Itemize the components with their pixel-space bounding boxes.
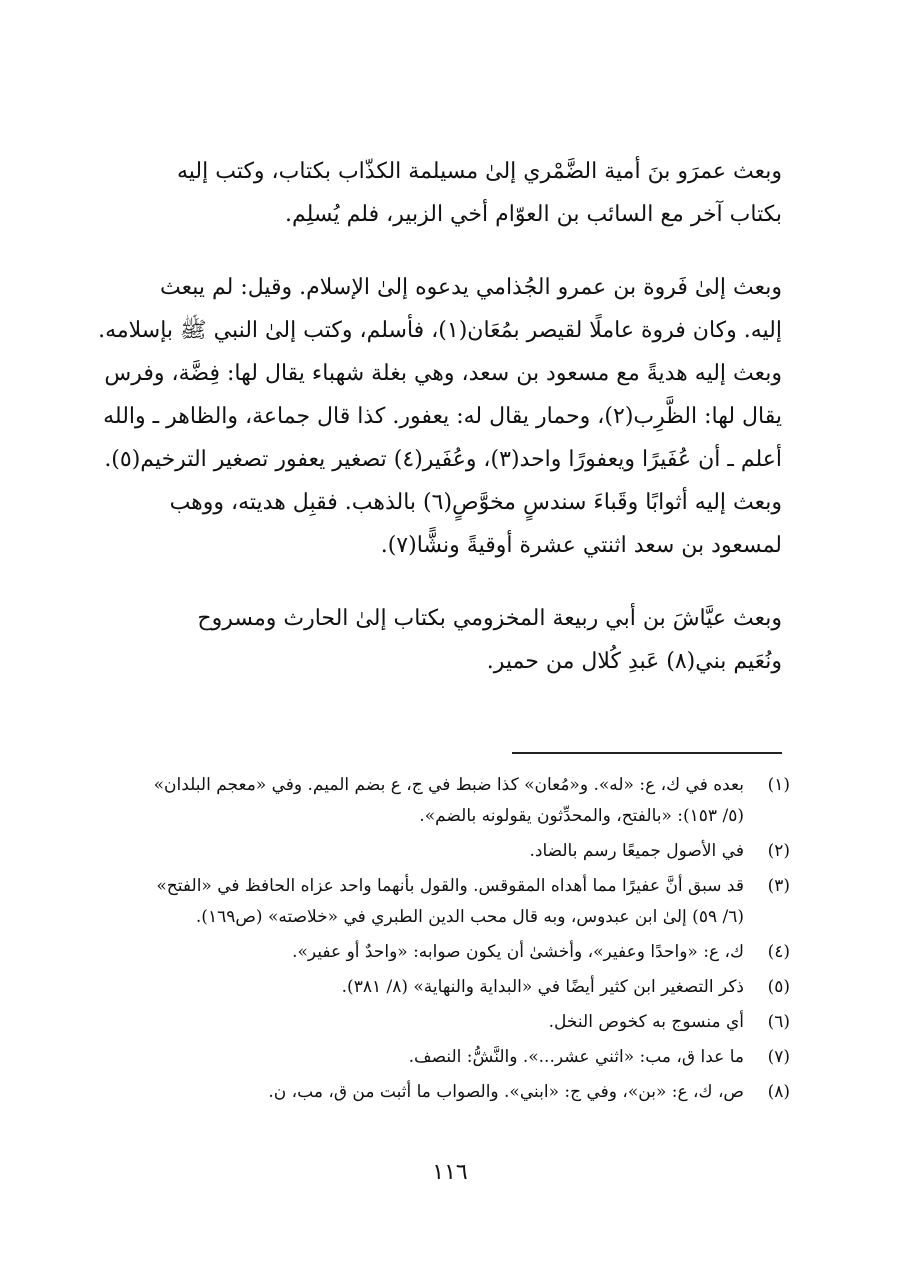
text-line: أعلم ـ أن عُفَيرًا ويعفورًا واحد(٣)، وعُفَير(٤) تصغير يعفور تصغير الترخيم(٥). <box>104 447 782 472</box>
footnote-line: في الأصول جميعًا رسم بالضاد. <box>529 841 744 861</box>
page-number: ١١٦ <box>432 1160 468 1185</box>
footnote-number: (٦) <box>767 1012 790 1032</box>
footnote-line: بعده في ك، ع: «له». و«مُعان» كذا ضبط في ج، ع بضم الميم. وفي «معجم البلدان» <box>153 775 744 795</box>
text-line: ونُعَيم بني(٨) عَبدِ كُلال من حمير. <box>486 649 782 674</box>
footnote-line: ذكر التصغير ابن كثير أيضًا في «البداية والنهاية» (٨/ ٣٨١). <box>341 977 744 997</box>
text-line: وبعث إلىٰ فَروة بن عمرو الجُذامي يدعوه إلىٰ الإسلام. وقيل: لم يبعث <box>160 275 782 300</box>
footnote-text <box>118 1077 744 1108</box>
footnote-line: (٥/ ١٥٣): «بالفتح، والمحدِّثون يقولونه بالضم». <box>419 806 744 826</box>
text-line: وبعث عيَّاشَ بن أبي ربيعة المخزومي بكتاب إلىٰ الحارث ومسروح <box>197 606 782 631</box>
main-text <box>98 150 782 713</box>
footnote-text <box>118 1042 744 1073</box>
footnote-3 <box>118 871 790 933</box>
footnote-text <box>118 937 744 968</box>
footnote-line: (٦/ ٥٩) إلىٰ ابن عبدوس، وبه قال محب الدين الطبري في «خلاصته» (ص١٦٩). <box>195 907 744 927</box>
footnote-text <box>118 770 744 832</box>
footnote-1 <box>118 770 790 832</box>
text-line: إليه. وكان فروة عاملًا لقيصر بمُعَان(١)، فأسلم، وكتب إلىٰ النبي ﷺ بإسلامه. <box>98 318 782 343</box>
text-line: بكتاب آخر مع السائب بن العوّام أخي الزبير، فلم يُسلِم. <box>285 202 782 227</box>
footnote-7 <box>118 1042 790 1073</box>
footnote-number: (٧) <box>767 1047 790 1067</box>
paragraph-farwa <box>98 266 782 567</box>
text-line: يقال لها: الظَّرِب(٢)، وحمار يقال له: يعفور. كذا قال جماعة، والظاهر ـ والله <box>103 404 782 429</box>
text-line: وبعث إليه أثوابًا وقَباءَ سندسٍ مخوَّصٍ(٦) بالذهب. فقبِل هديته، ووهب <box>169 490 782 515</box>
footnote-text <box>118 836 744 867</box>
footnote-line: أي منسوج به كخوص النخل. <box>548 1012 744 1032</box>
paragraph-ayyash <box>118 597 782 683</box>
text-line: وبعث عمرَو بنَ أمية الضَّمْري إلىٰ مسيلمة الكذّاب بكتاب، وكتب إليه <box>176 159 782 184</box>
footnote-6 <box>118 1007 790 1038</box>
footnote-number: (٢) <box>767 841 790 861</box>
footnote-line: ك، ع: «واحدًا وعفير»، وأخشىٰ أن يكون صوابه: «واحدٌ أو عفير». <box>292 942 744 962</box>
footnote-line: ما عدا ق، مب: «اثني عشر...». والنَّشُّ: النصف. <box>408 1047 744 1067</box>
text-line: وبعث إليه هديةً مع مسعود بن سعد، وهي بغلة شهباء يقال لها: فِضَّة، وفرس <box>104 361 782 386</box>
footnote-4 <box>118 937 790 968</box>
footnote-8 <box>118 1077 790 1108</box>
footnote-text <box>118 1007 744 1038</box>
footnote-2 <box>118 836 790 867</box>
footnote-text <box>118 972 744 1003</box>
footnote-text <box>118 871 744 933</box>
footnote-number: (٨) <box>767 1082 790 1102</box>
footnote-separator <box>512 752 782 754</box>
footnote-line: ص، ك، ع: «بن»، وفي ج: «ابني». والصواب ما أثبت من ق، مب، ن. <box>268 1082 744 1102</box>
footnote-number: (٥) <box>767 977 790 997</box>
footnote-number: (١) <box>767 775 790 795</box>
footnote-line: قد سبق أنَّ عفيرًا مما أهداه المقوقس. والقول بأنهما واحد عزاه الحافظ في «الفتح» <box>156 876 744 896</box>
footnotes <box>118 770 790 1112</box>
text-line: لمسعود بن سعد اثنتي عشرة أوقيةً ونشًّا(٧). <box>380 533 782 558</box>
footnote-number: (٤) <box>767 942 790 962</box>
paragraph-amr-musaylima <box>118 150 782 236</box>
footnote-number: (٣) <box>767 876 790 896</box>
footnote-5 <box>118 972 790 1003</box>
